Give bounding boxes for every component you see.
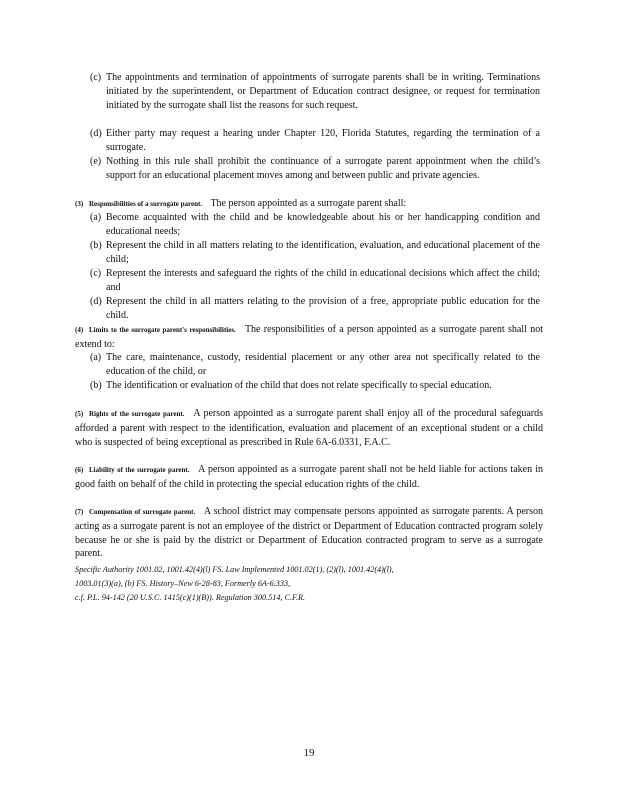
item-text: The care, maintenance, custody, residential placement or any other area not specifically related to the education of the child, or [106,352,540,377]
item-text: Represent the child in all matters relating to the provision of a free, appropriate public education for the child. [106,296,540,321]
item-label: (a) [90,212,102,223]
s3-item-d [90,295,540,323]
section-intro: The responsibilities of a person appointed as a surrogate parent shall not extend to: [75,324,543,350]
section-number: (7) [75,508,84,516]
section-number: (6) [75,466,84,474]
section-7 [75,505,543,561]
section-number: (4) [75,326,84,334]
item-text: The identification or evaluation of the child that does not relate specifically to special education. [106,380,492,391]
item-text: The appointments and termination of appointments of surrogate parents shall be in writing. Terminations initiated by the superintendent, or Department of Education contract designee, or request for termination initiated by the surrogate shall list the reasons for such request. [106,72,540,111]
section-intro: The person appointed as a surrogate parent shall: [210,198,407,209]
section-number: (5) [75,410,84,418]
history-line: 1003.01(3)(a), (b) FS. History–New 6-28-83, Formerly 6A-6.333, [75,579,291,588]
item-text: Either party may request a hearing under Chapter 120, Florida Statutes, regarding the termination of a surrogate. [106,128,540,153]
section-4 [75,323,543,352]
section-text: A person appointed as a surrogate parent shall not be held liable for actions taken in good faith on behalf of the child in protecting the special education rights of the child. [75,464,544,490]
s3-item-b [90,239,540,267]
item-label: (e) [90,156,102,167]
section-text: A person appointed as a surrogate parent shall enjoy all of the procedural safeguards afforded a parent with respect to the identification, evaluation and placement of an exceptional student or a child who is suspected of being exceptional as prescribed in Rule 6A-6.0331, F.A.C. [75,408,543,448]
item-text: Represent the child in all matters relating to the identification, evaluation, and educational placement of the child; [106,240,540,265]
section-title: Liability of the surrogate parent. [89,466,190,474]
item-text: Nothing in this rule shall prohibit the continuance of a surrogate parent appointment when the child’s support for an educational placement moves among and between public and private agencies. [106,156,540,181]
s2-item-d [90,127,540,155]
item-label: (b) [90,240,102,251]
section-text: A school district may compensate persons appointed as surrogate parents. A person acting as a surrogate parent is not an employee of the district or Department of Education contracted program solely because he or she is paid by the district or Department of Education contracted program to serve as a surrogate parent. [75,506,543,560]
s2-item-c [90,71,540,112]
item-text: Represent the interests and safeguard the rights of the child in educational decisions which affect the child; and [106,268,540,293]
item-label: (c) [90,72,102,83]
item-text: Become acquainted with the child and be knowledgeable about his or her handicapping condition and educational needs; [106,212,540,237]
page-number: 19 [303,747,315,759]
item-label: (a) [90,352,102,363]
section-6 [75,463,543,492]
history-line: Specific Authority 1001.02, 1001.42(4)(l) FS. Law Implemented 1001.02(1), (2)(l), 1001.42(4)(l), [75,565,394,574]
s4-item-b [90,379,540,393]
section-5 [75,407,543,449]
item-label: (b) [90,380,102,391]
section-title: Responsibilities of a surrogate parent. [89,200,203,208]
section-title: Compensation of surrogate parent. [89,508,196,516]
item-label: (d) [90,296,102,307]
history-note [75,563,515,605]
s3-item-c [90,267,540,295]
s4-item-a [90,351,540,379]
s2-item-e [90,155,540,183]
history-line: c.f. P.L. 94-142 (20 U.S.C. 1415(c)(1)(B)). Regulation 300.514, C.F.R. [75,593,306,602]
section-title: Limits to the surrogate parent's responsibilities. [89,326,236,334]
item-label: (d) [90,128,102,139]
section-3-heading [75,197,543,212]
s3-item-a [90,211,540,239]
section-title: Rights of the surrogate parent. [89,410,185,418]
section-number: (3) [75,200,84,208]
item-label: (c) [90,268,102,279]
